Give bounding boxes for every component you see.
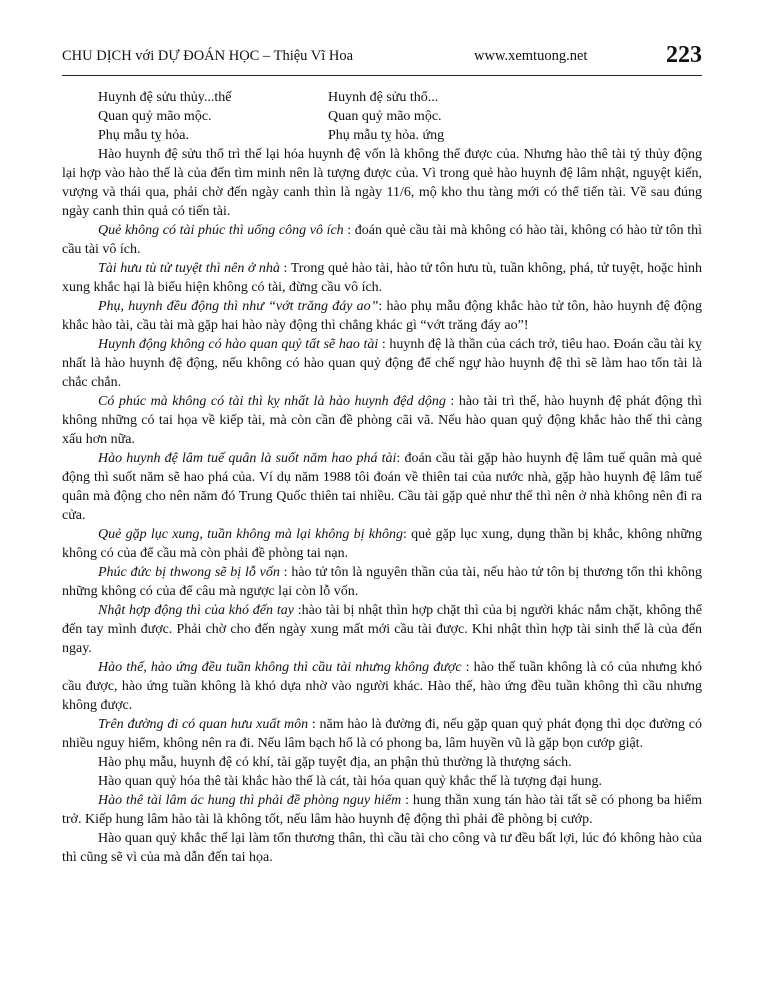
hexagram-line-right: Quan quỷ mão mộc. xyxy=(328,109,442,124)
paragraph-text: : đoán cầu tài gặp hào huynh đệ lâm tuế quân mà quẻ động thì suốt năm sẽ hao phá của. Ví dụ năm 1988 tôi đoán về thiên tai của nước nhà, gặp hào huynh đệ lâm tuế quân mà động cho nên năm đó Trung Quốc thiên tai nhiều. Cầu tài gặp quẻ như thế thì nên ở nhà không nên đi ra cửa. xyxy=(62,451,702,523)
hexagram-line-left: Quan quỷ mão mộc. xyxy=(98,109,212,124)
paragraph-text: : hào thế tuần không là có của nhưng khó cầu được, hào ứng tuần không là khó dựa nhờ vào người khác. Hào thế, hào ứng đều tuần không thì cầu nhưng không được. xyxy=(62,660,702,713)
paragraph-lead: Nhật hợp động thì của khó đến tay xyxy=(98,603,294,618)
paragraph xyxy=(62,715,702,753)
paragraph-text: Hào phụ mẫu, huynh đệ có khí, tài gặp tuyệt địa, an phận thủ thường là thượng sách. xyxy=(98,755,572,770)
page-number: 223 xyxy=(666,42,702,68)
paragraph-text: : năm hào là đường đi, nếu gặp quan quỷ phát đọng thì dọc đường có nhiều nguy hiểm, không nên ra đi. Nếu lâm bạch hổ là có phong ba, lâm huyền vũ là gặp bọn cướp giật. xyxy=(62,717,702,751)
paragraph-text: : hào tử tôn là nguyên thần của tài, nếu hào tử tôn bị thương tổn thì không những không có của để câu mà ngược lại còn lỗ vốn. xyxy=(62,565,703,599)
paragraph-lead: Phụ, huynh đều động thì như “vớt trăng đáy ao” xyxy=(98,299,379,314)
paragraph-lead: Hào thế, hào ứng đều tuần không thì cầu tài nhưng không được xyxy=(98,660,462,675)
paragraph-text: : đoán quẻ cầu tài mà không có hào tài, không có hào tử tôn thì cầu tài vô ích. xyxy=(62,223,702,257)
paragraph xyxy=(62,392,702,449)
hexagram-line-left: Phụ mẫu tỵ hỏa. xyxy=(98,128,189,143)
paragraph-lead: Phúc đức bị thwong sẽ bị lỗ vốn xyxy=(98,565,280,580)
paragraph xyxy=(62,259,702,297)
paragraph-lead: Quẻ gặp lục xung, tuần không mà lại không bị không xyxy=(98,527,404,542)
hexagram-line-right: Phụ mẫu tỵ hỏa. ứng xyxy=(328,128,445,143)
paragraph xyxy=(62,658,702,715)
paragraph-lead: Hào huynh đệ lâm tuế quân là suốt năm hao phá tài xyxy=(98,451,397,466)
page-header xyxy=(62,42,702,82)
hexagram-row xyxy=(98,107,618,126)
paragraph-lead: Hào thê tài lâm ác hung thì phải đề phòng nguy hiểm xyxy=(98,793,402,808)
paragraph-lead: Quẻ không có tài phúc thì uổng công vô ích xyxy=(98,223,344,238)
paragraph-text: :hào tài bị nhật thìn hợp chặt thì của bị người khác nắm chặt, không thể đến tay mình được. Phải chờ cho đến ngày xung mất mới cầu tài được. Khi nhật thìn hợp tài sinh thế là của đến ngay. xyxy=(62,603,702,656)
paragraph-text: : hào phụ mẫu động khắc hào tử tôn, hào huynh đệ động khắc hào tài, cầu tài mà gặp hai hào này động thì chẳng khác gì “vớt trăng đáy ao”! xyxy=(62,299,702,333)
paragraph-lead: Tài hưu tù tử tuyệt thì nên ở nhà xyxy=(98,261,280,276)
paragraph-text: : hung thần xung tán hào tài tất sẽ có phong ba hiểm trở. Kiếp hung lâm hào tài là không tốt, nếu lâm hào huynh đệ động thì phải đề phòng bị cướp. xyxy=(62,793,702,827)
book-title: CHU DỊCH với DỰ ĐOÁN HỌC – Thiệu Vĩ Hoa xyxy=(62,48,354,64)
hexagram-line-left: Huynh đệ sửu thủy...thế xyxy=(98,90,232,105)
header-rule xyxy=(62,75,702,76)
paragraph xyxy=(62,145,702,221)
paragraph xyxy=(62,829,702,867)
paragraph-text: Hào quan quỷ hóa thê tài khắc hào thế là cát, tài hóa quan quỷ khắc thế là tượng đại hung. xyxy=(98,774,603,789)
paragraph-text: Hào huynh đệ sửu thổ trì thế lại hóa huynh đệ vốn là không thể được của. Nhưng hào thê tài tý thủy động lại hợp vào hào thế là của đến tìm minh nên là tượng được của. Vì trong quẻ hào huynh đệ lâm nhật, nguyệt kiến, vượng và thái qua, phải chờ đến ngày canh thìn là ngày 11/6, mộ kho thu tàng mới có thể tiến tài. Về sau đúng ngày canh thìn quả có tiến tài. xyxy=(62,147,702,219)
hexagram-line-right: Huynh đệ sửu thổ... xyxy=(328,90,439,105)
website-url[interactable]: www.xemtuong.net xyxy=(474,48,588,64)
body-text xyxy=(62,145,702,867)
paragraph-text: : quẻ gặp lục xung, dụng thần bị khắc, không những không có của để cầu mà còn phải đề phòng tai nạn. xyxy=(62,527,703,561)
paragraph xyxy=(62,297,702,335)
paragraph xyxy=(62,335,702,392)
paragraph xyxy=(62,525,702,563)
paragraph xyxy=(62,563,702,601)
paragraph xyxy=(62,772,702,791)
paragraph-text: : Trong quẻ hào tài, hào tử tôn hưu tù, tuần không, phá, tử tuyệt, hoặc hình xung khắc hại là biểu hiện không có tài, đừng cầu vô ích. xyxy=(62,261,702,295)
paragraph-lead: Trên đường đi có quan hưu xuất môn xyxy=(98,717,309,732)
paragraph xyxy=(62,221,702,259)
paragraph xyxy=(62,753,702,772)
paragraph-lead: Có phúc mà không có tài thì kỵ nhất là hào huynh đệd dộng xyxy=(98,394,446,409)
paragraph xyxy=(62,601,702,658)
paragraph xyxy=(62,449,702,525)
paragraph-text: : huynh đệ là thần của cách trở, tiêu hao. Đoán cầu tài kỵ nhất là hào huynh đệ động, nếu không có hào quan quỷ động để chế ngự hào huynh đệ thì sẽ làm hao tổn tài là chắc chắn. xyxy=(62,337,703,390)
hexagram-row xyxy=(98,126,618,145)
paragraph-text: Hào quan quỷ khắc thế lại làm tổn thương thân, thì cầu tài cho công và tư đều bất lợi, lúc đó không hào của thì cũng sẽ vì của mà dẫn đến tai họa. xyxy=(62,831,702,865)
paragraph-lead: Huynh động không có hào quan quỷ tất sẽ hao tài xyxy=(98,337,379,352)
paragraph xyxy=(62,791,702,829)
hexagram-lines xyxy=(98,88,618,145)
hexagram-row xyxy=(98,88,618,107)
paragraph-text: : hào tài trì thế, hào huynh đệ phát động thì không những có tai họa về kiếp tài, mà còn cần đề phòng cãi vã. Nếu hào quan quỷ động khắc hào thế thì càng xấu hơn nữa. xyxy=(62,394,702,447)
